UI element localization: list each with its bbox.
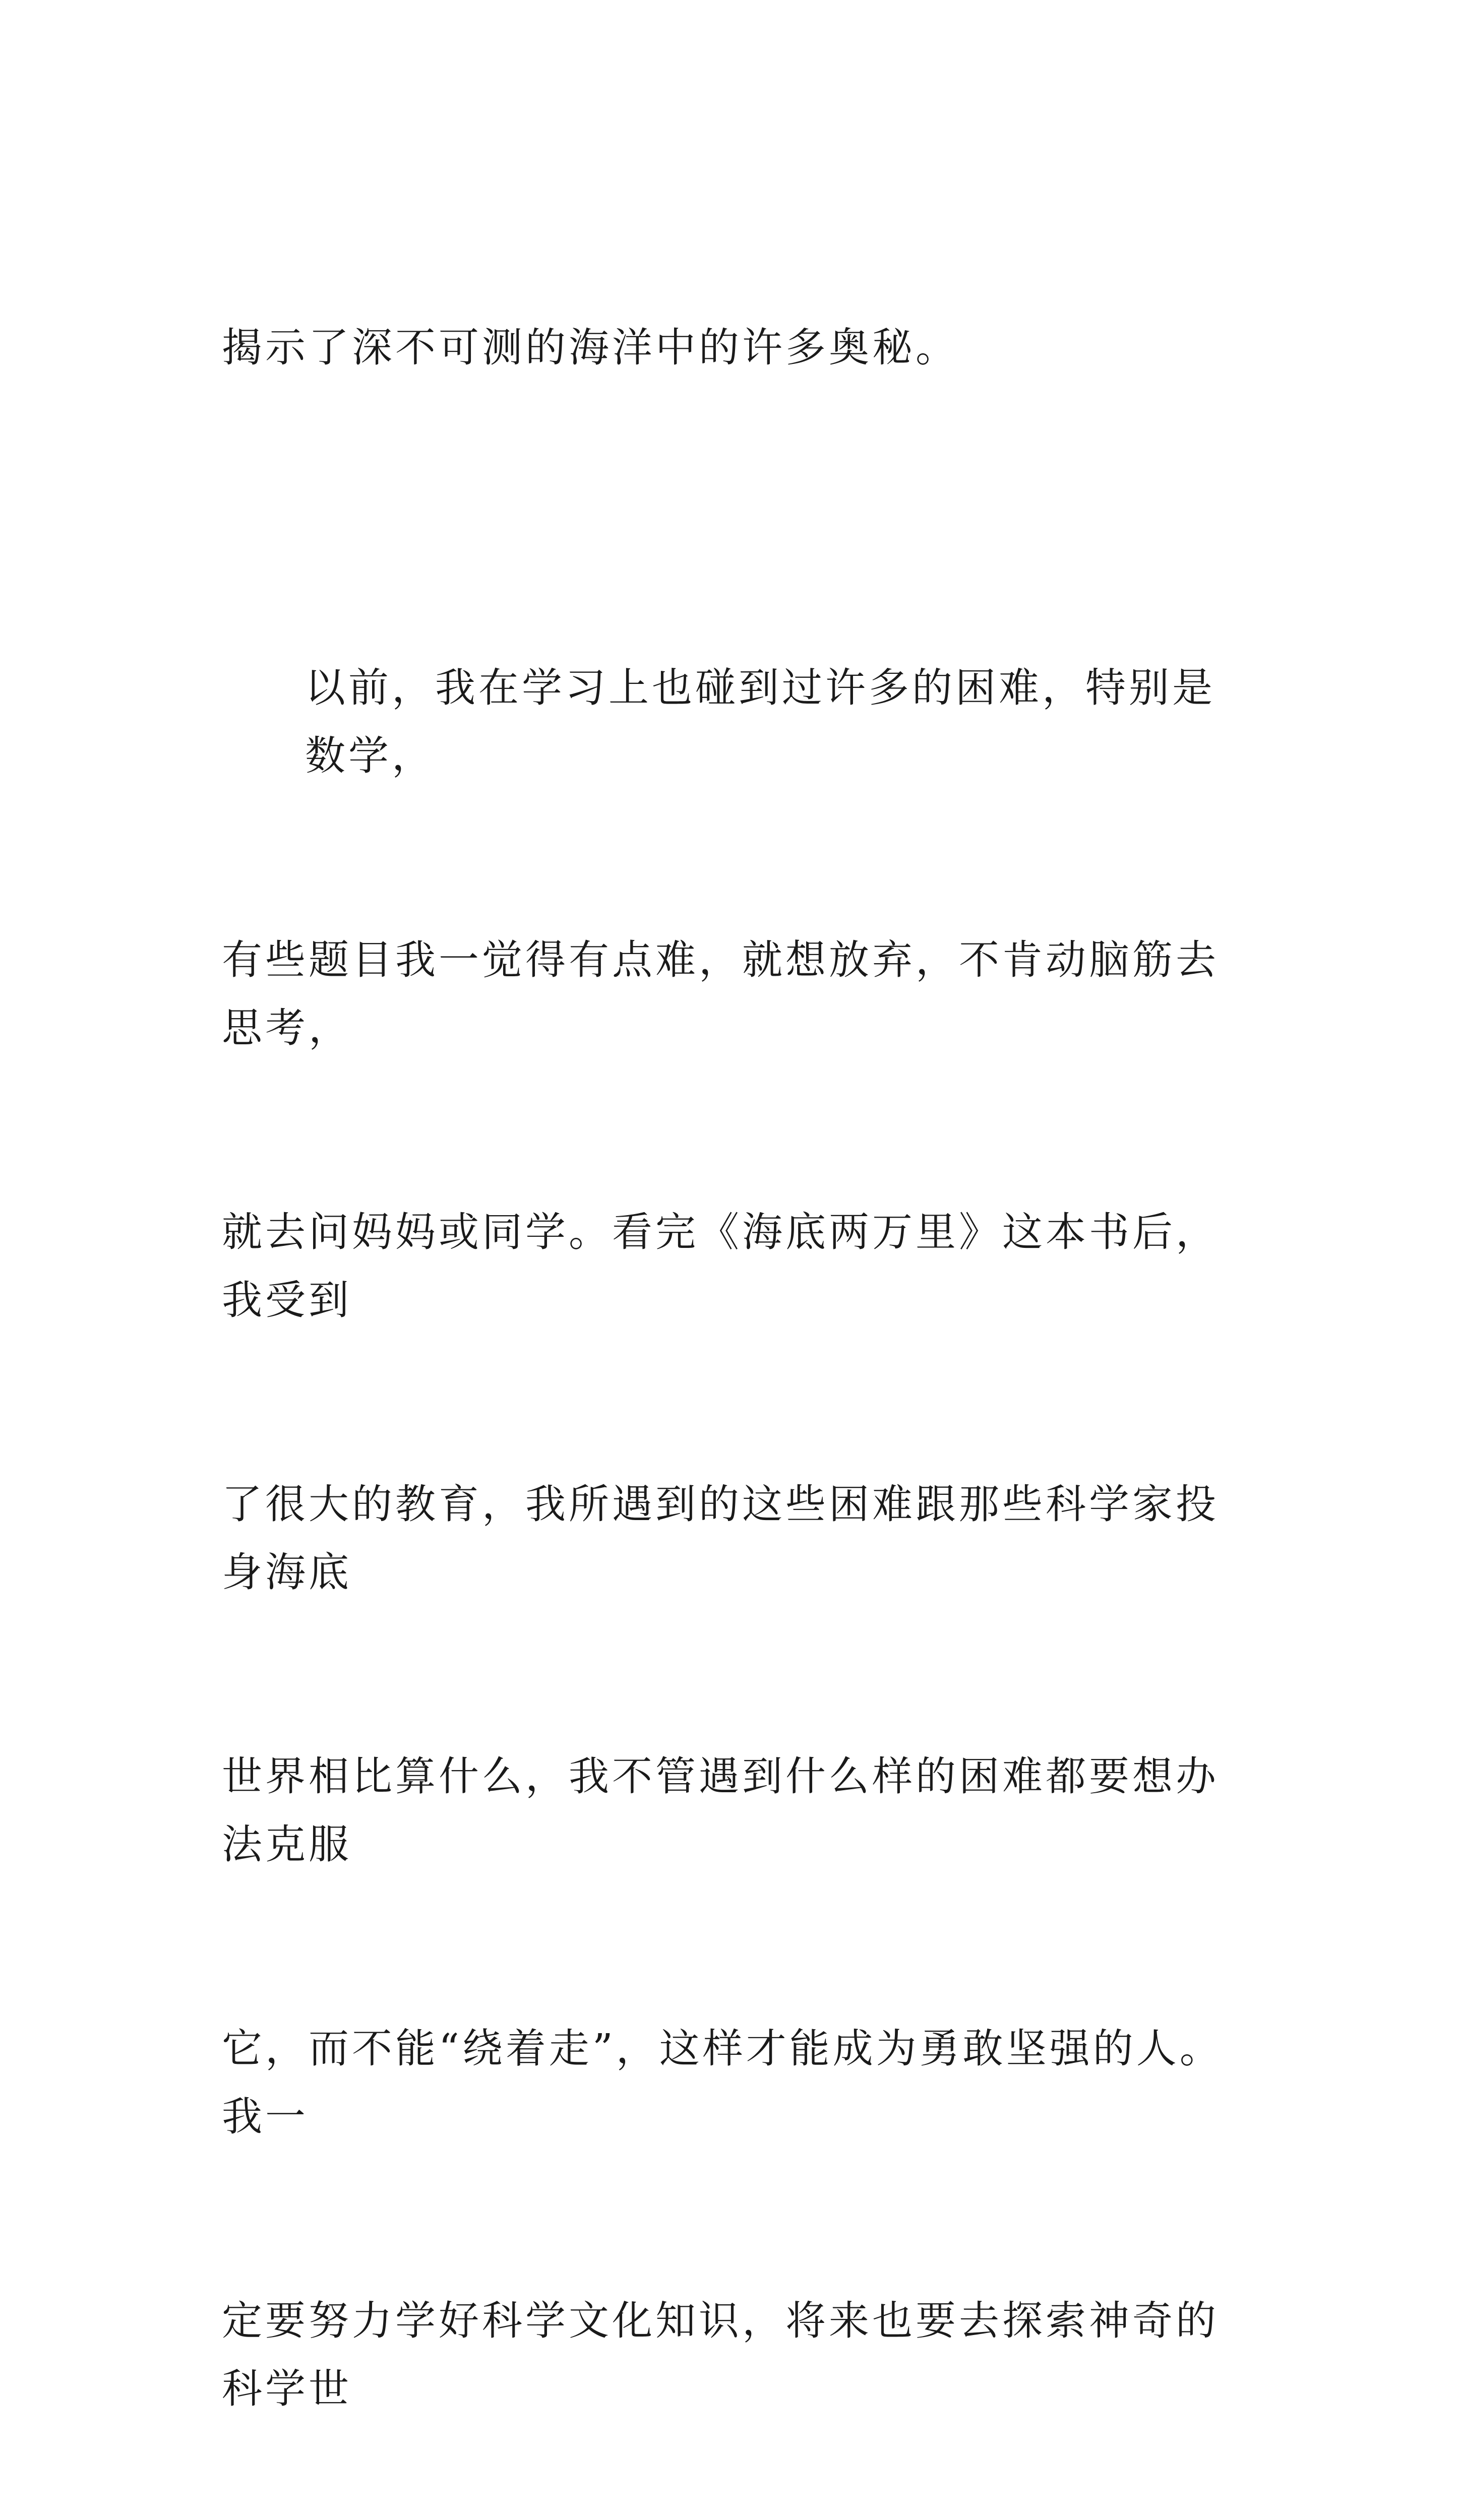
paragraph (222, 177, 1250, 518)
document-body (222, 177, 1250, 2520)
text-line: 以前，我在学习上也碰到过许多的困难，特别是数学， (305, 664, 1215, 779)
text-line: 就去问妈妈或同学。看完《海底两万里》这本书后，我受到 (222, 1209, 1219, 1324)
text-line: 世界相比算什么，我不管遇到什么样的困难都要想办法克服 (222, 1753, 1219, 1868)
text-line: 了很大的教育，我所遇到的这些困难跟那些科学家投身海底 (222, 1481, 1219, 1596)
text-line: 它，而不能“绕着走”，这样才能成为勇敢坚强的人。我一 (222, 2025, 1223, 2140)
text-line: 有些题目我一觉得有点难，就想放弃，不肯动脑筋去思考， (222, 936, 1219, 1051)
paragraph (222, 518, 1250, 2520)
text-line: 揭示了深不可测的海洋中的许多奥秘。 (222, 324, 959, 371)
text-line: 定要努力学好科学文化知识，将来也要去探索神奇的科学世 (222, 2297, 1219, 2412)
